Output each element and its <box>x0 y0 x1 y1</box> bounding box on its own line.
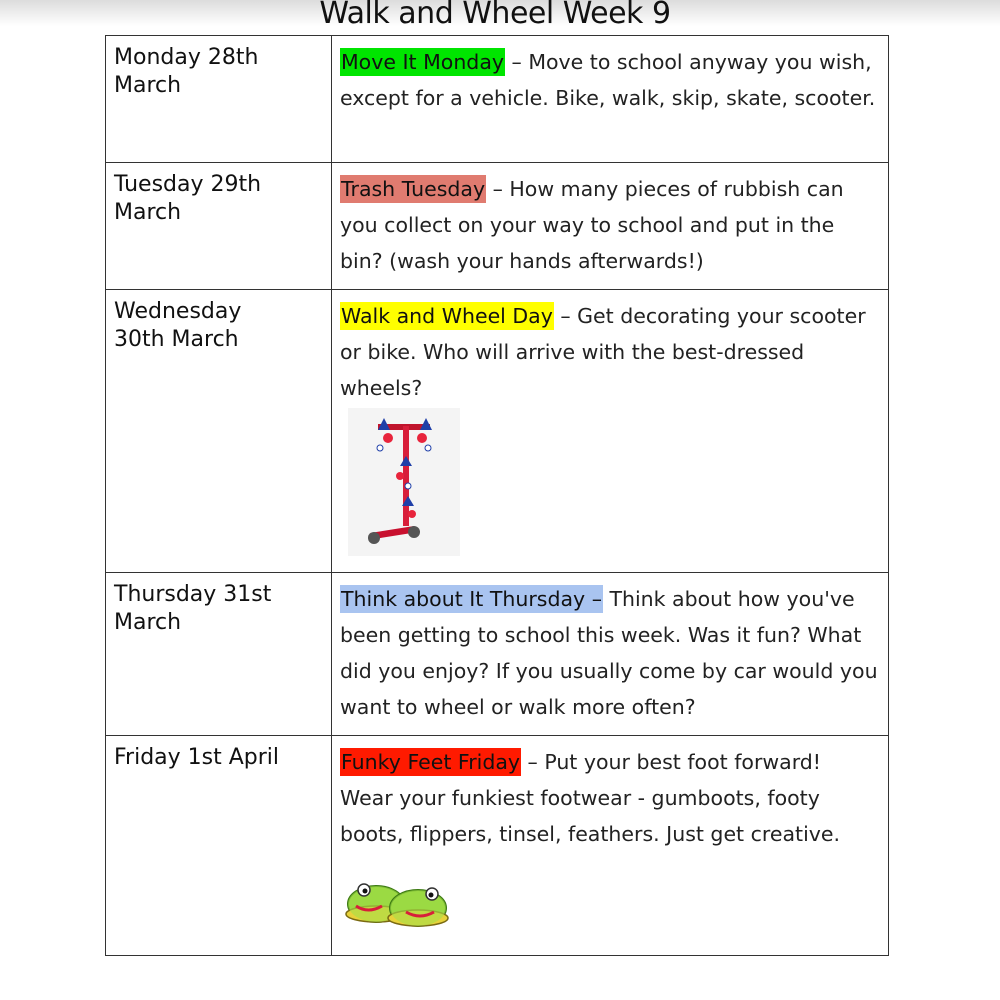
activity-text <box>340 171 878 279</box>
schedule-table <box>105 35 889 956</box>
day-cell <box>106 163 332 290</box>
activity-text <box>340 44 878 116</box>
activity-description: – Put your best foot forward! Wear your funkiest footwear - gumboots, footy boots, flippers, tinsel, feathers. Just get creative. <box>340 750 841 846</box>
activity-text <box>340 744 878 852</box>
day-label: Wednesday 30th March <box>114 299 242 352</box>
image-container <box>340 406 878 568</box>
day-label: Monday 28th March <box>114 45 259 98</box>
day-cell <box>106 736 332 956</box>
activity-description: Think about how you've been getting to school this week. Was it fun? What did you enjoy? If you usually come by car would you want to wheel or walk more often? <box>340 587 878 719</box>
day-label: Tuesday 29th March <box>114 172 262 225</box>
activity-description: – Move to school anyway you wish, except for a vehicle. Bike, walk, skip, skate, scooter. <box>340 50 876 110</box>
activity-cell <box>332 736 889 956</box>
image-container <box>340 852 878 946</box>
table-row <box>106 736 889 956</box>
table-row <box>106 36 889 163</box>
table-row <box>106 163 889 290</box>
day-label: Friday 1st April <box>114 745 280 770</box>
activity-cell <box>332 163 889 290</box>
theme-highlight: Funky Feet Friday <box>341 750 521 774</box>
day-cell <box>106 573 332 736</box>
table-row <box>106 573 889 736</box>
activity-description: – Get decorating your scooter or bike. Who will arrive with the best-dressed wheels? <box>340 304 866 400</box>
activity-cell <box>332 573 889 736</box>
theme-highlight: Walk and Wheel Day <box>341 304 553 328</box>
activity-description: – How many pieces of rubbish can you collect on your way to school and put in the bin? (wash your hands afterwards!) <box>340 177 844 273</box>
activity-cell <box>332 36 889 163</box>
page-title: Walk and Wheel Week 9 <box>319 0 671 31</box>
theme-highlight: Trash Tuesday <box>341 177 486 201</box>
activity-text <box>340 581 878 725</box>
activity-text <box>340 298 878 406</box>
day-label: Thursday 31st March <box>114 582 272 635</box>
theme-highlight: Move It Monday <box>341 50 505 74</box>
day-cell <box>106 36 332 163</box>
activity-cell <box>332 290 889 573</box>
table-row <box>106 290 889 573</box>
theme-highlight: Think about It Thursday – <box>341 587 602 611</box>
funky-shoes-icon <box>342 854 452 934</box>
decorated-scooter-icon <box>348 408 460 556</box>
day-cell <box>106 290 332 573</box>
